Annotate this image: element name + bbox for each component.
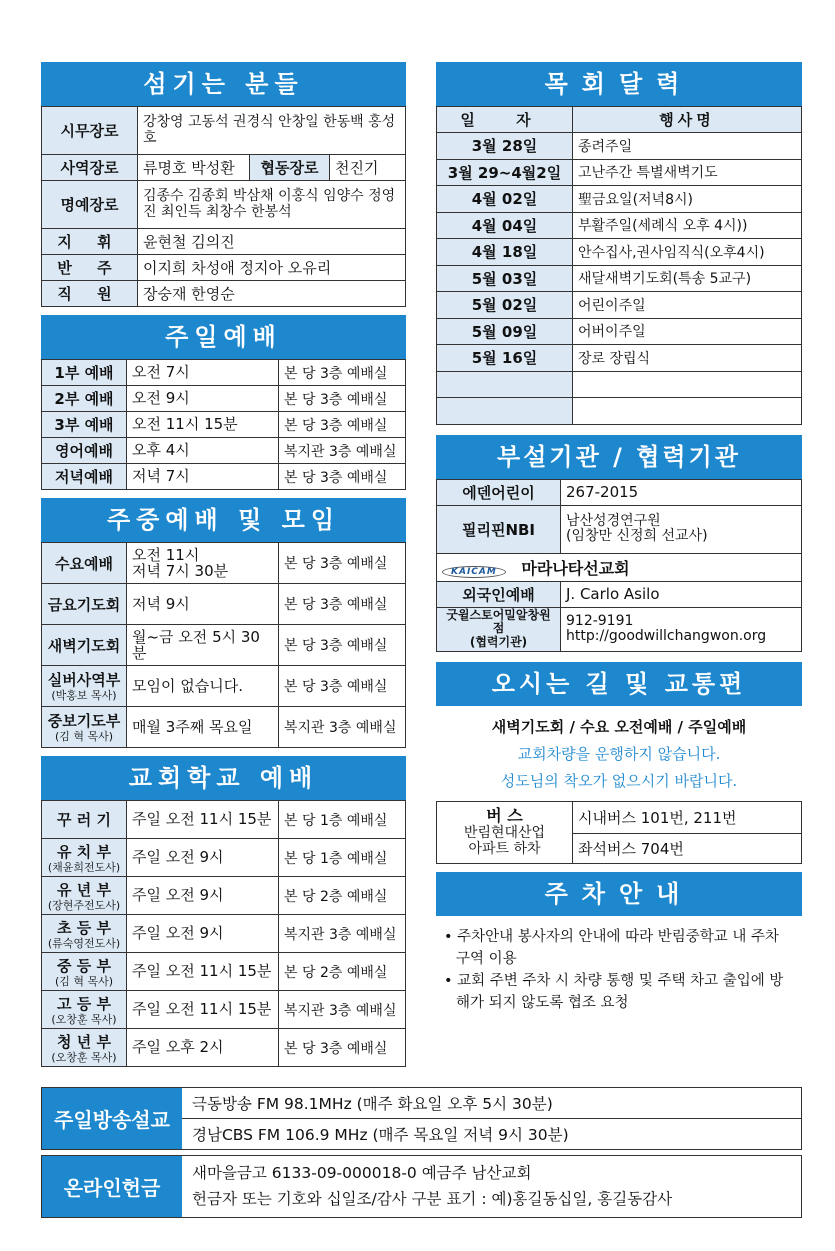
service-time: 주일 오전 9시 — [127, 915, 279, 953]
servers-value: 천진기 — [330, 155, 406, 181]
calendar-header: 목회달력 — [436, 62, 802, 106]
service-time: 월~금 오전 5시 30분 — [127, 625, 279, 666]
calendar-row — [437, 133, 802, 160]
calendar-event: 안수집사,권사임직식(오후4시) — [573, 239, 802, 266]
calendar-event: 어린이주일 — [573, 292, 802, 319]
service-row — [42, 877, 406, 915]
service-place: 본 당 3층 예배실 — [279, 386, 406, 412]
mission-row — [437, 553, 802, 581]
service-leader: (류숙영전도사) — [47, 936, 121, 950]
directions-header: 오시는 길 및 교통편 — [436, 662, 802, 706]
servers-header: 섬기는 분들 — [41, 62, 406, 106]
parking-item: • 주차안내 봉사자의 안내에 따라 반림중학교 내 주차구역 이용 — [444, 928, 779, 967]
weekday-header: 주중예배 및 모임 — [41, 498, 406, 542]
servers-value: 장숭재 한영순 — [138, 281, 406, 307]
servers-table — [41, 106, 406, 307]
service-name — [42, 464, 127, 490]
service-place: 본 당 1층 예배실 — [279, 801, 406, 839]
service-time: 주일 오전 11시 15분 — [127, 953, 279, 991]
service-name-text: 중보기도부 — [47, 712, 121, 731]
service-time: 오전 9시 — [127, 386, 279, 412]
service-time: 오전 11시 15분 — [127, 412, 279, 438]
service-leader: (김 혁 목사) — [54, 974, 114, 988]
service-name-text: 꾸 러 기 — [57, 811, 111, 829]
service-name — [42, 543, 127, 584]
service-time: 오후 4시 — [127, 438, 279, 464]
service-name — [42, 666, 127, 707]
parking-header: 주차안내 — [436, 872, 802, 916]
weekday-table — [41, 542, 406, 748]
mission-name: 마라나타선교회 — [521, 558, 630, 578]
partner-label: 외국인예배 — [437, 581, 561, 607]
service-place: 본 당 3층 예배실 — [279, 666, 406, 707]
servers-label: 시무장로 — [42, 107, 138, 155]
servers-value: 강창영 고동석 권경식 안창일 한동백 홍성호 — [138, 107, 406, 155]
right-column — [436, 62, 802, 1014]
service-place: 복지관 3층 예배실 — [279, 991, 406, 1029]
service-row — [42, 666, 406, 707]
sunday-header: 주일예배 — [41, 315, 406, 359]
servers-label: 직 원 — [42, 281, 138, 307]
broadcast-label: 주일방송설교 — [42, 1088, 182, 1149]
service-row — [42, 464, 406, 490]
service-name — [42, 801, 127, 839]
calendar-event — [573, 398, 802, 425]
offering-line1: 새마을금고 6133-09-000018-0 예금주 남산교회 — [192, 1164, 532, 1182]
service-name — [42, 877, 127, 915]
sunday-table — [41, 359, 406, 490]
bus-route-2: 좌석버스 704번 — [573, 833, 802, 863]
service-place: 본 당 1층 예배실 — [279, 839, 406, 877]
calendar-date: 5월 02일 — [437, 292, 573, 319]
service-time: 저녁 9시 — [127, 584, 279, 625]
service-name-text: 유 년 부 — [57, 880, 111, 899]
calendar-event: 부활주일(세례식 오후 4시)) — [573, 212, 802, 239]
service-name-text: 유 치 부 — [57, 842, 111, 861]
service-row — [42, 543, 406, 584]
service-time: 매월 3주째 목요일 — [127, 707, 279, 748]
calendar-date: 3월 28일 — [437, 133, 573, 160]
service-name-text: 중 등 부 — [57, 956, 111, 975]
service-name — [42, 839, 127, 877]
broadcast-box — [41, 1087, 802, 1150]
service-row — [42, 438, 406, 464]
broadcast-line1: 극동방송 FM 98.1MHz (매주 화요일 오후 5시 30분) — [182, 1088, 801, 1119]
servers-label: 협동장로 — [250, 155, 330, 181]
service-row — [42, 584, 406, 625]
service-time: 주일 오전 9시 — [127, 877, 279, 915]
servers-value: 이지희 차성애 정지아 오유리 — [138, 255, 406, 281]
calendar-row — [437, 239, 802, 266]
calendar-date: 5월 16일 — [437, 345, 573, 372]
service-place: 본 당 2층 예배실 — [279, 877, 406, 915]
directions-line3: 성도님의 착오가 없으시기 바랍니다. — [500, 771, 738, 790]
service-time: 오전 11시 저녁 7시 30분 — [127, 543, 279, 584]
partner-value: 남산성경연구원 (임창만 신정희 선교사) — [561, 505, 802, 553]
service-leader: (김 혁 목사) — [54, 730, 114, 744]
service-place: 본 당 2층 예배실 — [279, 953, 406, 991]
parking-list — [436, 916, 802, 1014]
calendar-date — [437, 398, 573, 425]
servers-value: 윤현철 김의진 — [138, 229, 406, 255]
service-name-text: 금요기도회 — [47, 595, 121, 614]
partner-label: 에덴어린이 — [437, 479, 561, 505]
offering-line2: 헌금자 또는 기호와 십일조/감사 구분 표기 : 예)홍길동십일, 홍길동감사 — [192, 1190, 673, 1208]
partner-value: J. Carlo Asilo — [561, 581, 802, 607]
service-row — [42, 953, 406, 991]
calendar-date: 5월 03일 — [437, 265, 573, 292]
service-name — [42, 386, 127, 412]
calendar-row — [437, 398, 802, 425]
service-name-text: 새벽기도회 — [47, 636, 121, 655]
service-name-text: 2부 예배 — [54, 390, 114, 408]
service-leader: (오창훈 목사) — [51, 1012, 117, 1026]
calendar-event — [573, 371, 802, 398]
bus-stop: 반림현대산업 아파트 하차 — [463, 825, 546, 858]
service-time: 주일 오전 11시 15분 — [127, 991, 279, 1029]
calendar-event: 새달새벽기도회(특송 5교구) — [573, 265, 802, 292]
calendar-event: 어버이주일 — [573, 318, 802, 345]
partner-label: 필리핀NBI — [437, 505, 561, 553]
bus-label: 버 스 — [486, 805, 523, 825]
service-time: 모임이 없습니다. — [127, 666, 279, 707]
service-row — [42, 386, 406, 412]
service-name — [42, 584, 127, 625]
servers-label: 명예장로 — [42, 181, 138, 229]
servers-value: 김종수 김종회 박삼채 이홍식 임양수 정영진 최인득 최창수 한봉석 — [138, 181, 406, 229]
service-row — [42, 1029, 406, 1067]
kaicam-logo: KAICAM — [442, 566, 506, 578]
service-row — [42, 412, 406, 438]
calendar-row — [437, 159, 802, 186]
bus-route-1: 시내버스 101번, 211번 — [573, 801, 802, 833]
school-header: 교회학교 예배 — [41, 756, 406, 800]
directions-notice — [436, 706, 802, 801]
calendar-date: 4월 02일 — [437, 186, 573, 213]
service-name-text: 실버사역부 — [47, 671, 121, 690]
calendar-date — [437, 371, 573, 398]
directions-line2: 교회차량을 운행하지 않습니다. — [517, 744, 721, 763]
offering-label: 온라인헌금 — [42, 1156, 182, 1217]
calendar-col-date: 일 자 — [437, 107, 573, 133]
calendar-col-event: 행사명 — [573, 107, 802, 133]
service-name-text: 청 년 부 — [57, 1032, 111, 1051]
left-column — [41, 62, 406, 1069]
service-time: 주일 오후 2시 — [127, 1029, 279, 1067]
broadcast-line2: 경남CBS FM 106.9 MHz (매주 목요일 저녁 9시 30분) — [192, 1126, 569, 1144]
service-name — [42, 360, 127, 386]
calendar-table — [436, 106, 802, 425]
service-time: 주일 오전 9시 — [127, 839, 279, 877]
service-name — [42, 953, 127, 991]
service-place: 복지관 3층 예배실 — [279, 915, 406, 953]
service-place: 본 당 3층 예배실 — [279, 1029, 406, 1067]
service-place: 본 당 3층 예배실 — [279, 543, 406, 584]
calendar-row — [437, 212, 802, 239]
service-name-text: 고 등 부 — [57, 994, 111, 1013]
calendar-event: 聖금요일(저녁8시) — [573, 186, 802, 213]
calendar-row — [437, 318, 802, 345]
directions-line1: 새벽기도회 / 수요 오전예배 / 주일예배 — [491, 717, 747, 736]
service-name — [42, 915, 127, 953]
calendar-date: 4월 04일 — [437, 212, 573, 239]
service-leader: (장현주전도사) — [47, 898, 121, 912]
calendar-row — [437, 345, 802, 372]
service-place: 복지관 3층 예배실 — [279, 438, 406, 464]
service-time: 저녁 7시 — [127, 464, 279, 490]
servers-label: 반 주 — [42, 255, 138, 281]
bus-label-cell — [437, 801, 573, 863]
calendar-row — [437, 265, 802, 292]
service-row — [42, 707, 406, 748]
service-place: 본 당 3층 예배실 — [279, 464, 406, 490]
service-leader: (박홍보 목사) — [51, 689, 117, 703]
service-name-text: 저녁예배 — [55, 468, 113, 486]
parking-item: • 교회 주변 주차 시 차량 통행 및 주택 차고 출입에 방해가 되지 않도록 협조 요청 — [444, 972, 784, 1011]
service-place: 본 당 3층 예배실 — [279, 625, 406, 666]
school-table — [41, 800, 406, 1067]
service-place: 본 당 3층 예배실 — [279, 360, 406, 386]
calendar-row — [437, 371, 802, 398]
service-row — [42, 625, 406, 666]
servers-value: 류명호 박성환 — [138, 155, 250, 181]
service-row — [42, 360, 406, 386]
offering-box — [41, 1155, 802, 1218]
partners-header: 부설기관 / 협력기관 — [436, 435, 802, 479]
bus-table — [436, 801, 802, 864]
service-name — [42, 707, 127, 748]
partner-label: 굿윌스토어밀알창원점 (협력기관) — [437, 607, 561, 651]
service-name — [42, 625, 127, 666]
calendar-date: 4월 18일 — [437, 239, 573, 266]
servers-label: 사역장로 — [42, 155, 138, 181]
service-leader: (오창훈 목사) — [51, 1050, 117, 1064]
partner-value: 912-9191 http://goodwillchangwon.org — [561, 607, 802, 651]
service-name-text: 수요예배 — [55, 554, 113, 573]
service-name — [42, 412, 127, 438]
service-time: 오전 7시 — [127, 360, 279, 386]
service-place: 본 당 3층 예배실 — [279, 584, 406, 625]
calendar-row — [437, 292, 802, 319]
service-name — [42, 438, 127, 464]
service-time: 주일 오전 11시 15분 — [127, 801, 279, 839]
partner-value: 267-2015 — [561, 479, 802, 505]
service-name-text: 영어예배 — [55, 442, 113, 460]
calendar-row — [437, 186, 802, 213]
service-name — [42, 991, 127, 1029]
calendar-event: 장로 장립식 — [573, 345, 802, 372]
service-name-text: 3부 예배 — [54, 416, 114, 434]
calendar-date: 3월 29~4월2일 — [437, 159, 573, 186]
partners-table — [436, 479, 802, 652]
calendar-date: 5월 09일 — [437, 318, 573, 345]
service-name-text: 1부 예배 — [54, 364, 114, 382]
service-name-text: 초 등 부 — [57, 918, 111, 937]
service-row — [42, 991, 406, 1029]
service-row — [42, 915, 406, 953]
service-row — [42, 801, 406, 839]
service-leader: (채윤희전도사) — [47, 860, 121, 874]
service-row — [42, 839, 406, 877]
calendar-event: 종려주일 — [573, 133, 802, 160]
servers-label: 지 휘 — [42, 229, 138, 255]
service-place: 본 당 3층 예배실 — [279, 412, 406, 438]
service-place: 복지관 3층 예배실 — [279, 707, 406, 748]
calendar-event: 고난주간 특별새벽기도 — [573, 159, 802, 186]
service-name — [42, 1029, 127, 1067]
